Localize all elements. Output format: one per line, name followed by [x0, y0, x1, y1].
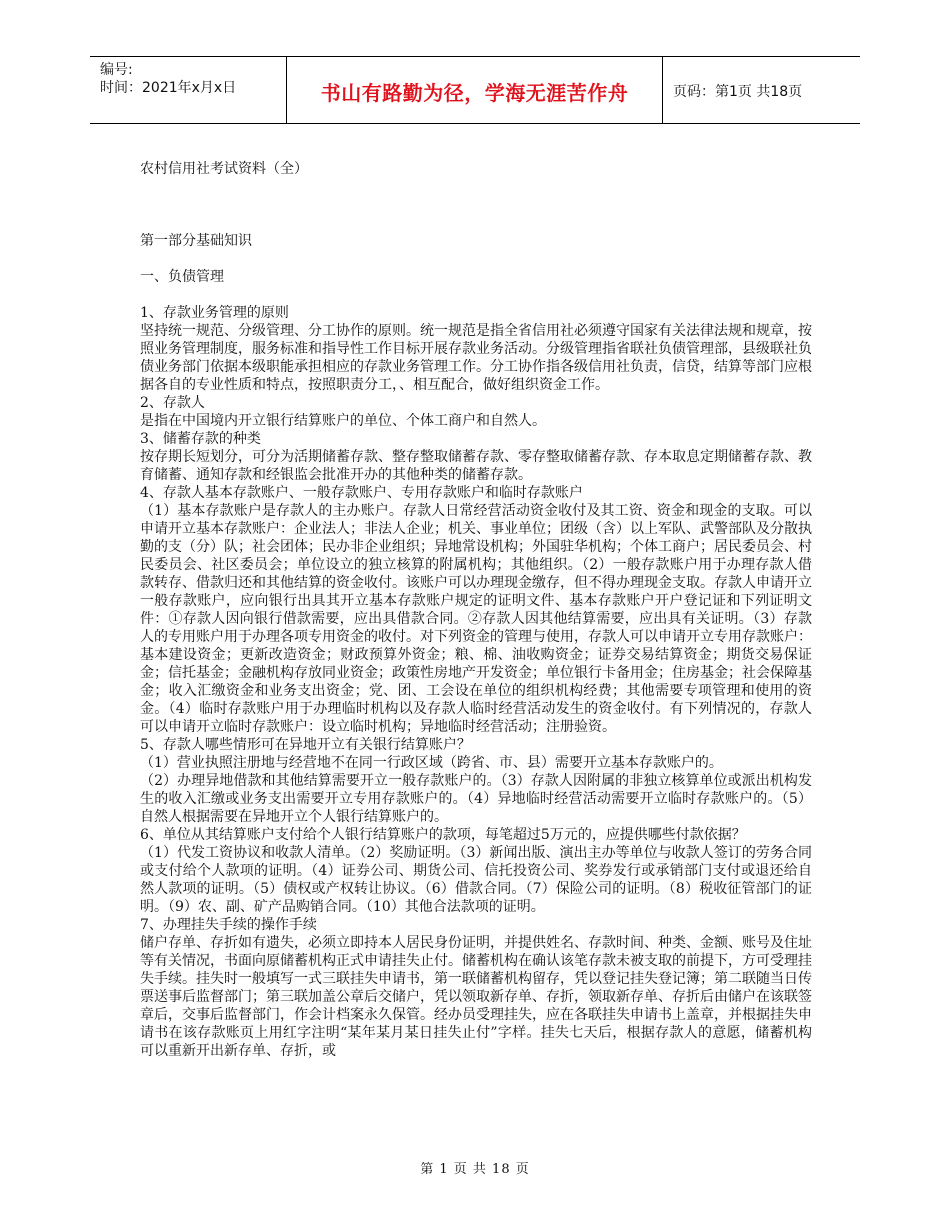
heading-1: 1、存款业务管理的原则 — [140, 305, 289, 321]
paragraph-6: （1）代发工资协议和收款人清单。（2）奖励证明。（3）新闻出版、演出主办等单位与收款人签订的劳务合同或支付给个人款项的证明。（4）证券公司、期货公司、信托投资公司、奖券发行或承销部门支付或退还给自然人款项的证明。（5）债权或产权转让协议。（6）借款合同。（7）保险公司的证明。（8）税收征管部门的证明。（9）农、副、矿产品购销合同。（10）其他合法款项的证明。 — [140, 845, 812, 915]
heading-4: 4、存款人基本存款账户、一般存款账户、专用存款账户和临时存款账户 — [140, 485, 583, 501]
paragraph-5b: （2）办理异地借款和其他结算需要开立一般存款账户的。（3）存款人因附属的非独立核算单位或派出机构发生的收入汇缴或业务支出需要开立专用存款账户的。（4）异地临时经营活动需要开立临时存款账户的。（5）自然人根据需要在异地开立个人银行结算账户的。 — [140, 773, 812, 825]
document-body — [140, 160, 812, 1060]
time-label: 时间：2021年x月x日 — [100, 80, 237, 96]
motto-text: 书山有路勤为径，学海无涯苦作舟 — [320, 81, 629, 105]
heading-7: 7、办理挂失手续的操作手续 — [140, 917, 317, 933]
heading-6: 6、单位从其结算账户支付给个人银行结算账户的款项，每笔超过5万元的，应提供哪些付款依据？ — [140, 827, 746, 843]
header-motto-cell — [287, 57, 663, 123]
page-footer: 第 1 页 共 18 页 — [420, 1162, 530, 1177]
serial-label: 编号: — [100, 62, 133, 78]
paragraph-3: 按存期长短划分，可分为活期储蓄存款、整存整取储蓄存款、零存整取储蓄存款、存本取息定期储蓄存款、教育储蓄、通知存款和经银监会批准开办的其他种类的储蓄存款。 — [140, 449, 812, 483]
section-title: 一、负债管理 — [140, 269, 224, 285]
heading-3: 3、储蓄存款的种类 — [140, 431, 261, 447]
paragraph-1: 坚持统一规范、分级管理、分工协作的原则。统一规范是指全省信用社必须遵守国家有关法律法规和规章，按照业务管理制度，服务标准和指导性工作目标开展存款业务活动。分级管理指省联社负债管理部，县级联社负债业务部门依据本级职能承担相应的存款业务管理工作。分工协作指各级信用社负责，信贷，结算等部门应根据各自的专业性质和特点，按照职责分工，、相互配合，做好组织资金工作。 — [140, 323, 812, 393]
part-title: 第一部分基础知识 — [140, 233, 252, 249]
header-page-cell — [663, 57, 860, 123]
document-title: 农村信用社考试资料（全） — [140, 161, 308, 177]
paragraph-4: （1）基本存款账户是存款人的主办账户。存款人日常经营活动资金收付及其工资、资金和现金的支取。可以申请开立基本存款账户：企业法人；非法人企业；机关、事业单位；团级（含）以上军队、武警部队及分散执勤的支（分）队；社会团体；民办非企业组织；异地常设机构；外国驻华机构；个体工商户；居民委员会、村民委员会、社区委员会；单位设立的独立核算的附属机构；其他组织。（2）一般存款账户用于办理存款人借款转存、借款归还和其他结算的资金收付。该账户可以办理现金缴存，但不得办理现金支取。存款人申请开立一般存款账户，应向银行出具其开立基本存款账户规定的证明文件、基本存款账户开户登记证和下列证明文件：①存款人因向银行借款需要，应出具借款合同。②存款人因其他结算需要，应出具有关证明。（3）存款人的专用账户用于办理各项专用资金的收付。对下列资金的管理与使用，存款人可以申请开立专用存款账户：基本建设资金；更新改造资金；财政预算外资金；粮、棉、油收购资金；证券交易结算资金；期货交易保证金；信托基金；金融机构存放同业资金；政策性房地产开发资金；单位银行卡备用金；住房基金；社会保障基金；收入汇缴资金和业务支出资金；党、团、工会设在单位的组织机构经费；其他需要专项管理和使用的资金。（4）临时存款账户用于办理临时机构以及存款人临时经营活动发生的资金收付。有下列情况的，存款人可以申请开立临时存款账户：设立临时机构；异地临时经营活动；注册验资。 — [140, 503, 812, 735]
page-info: 页码：第1页 共18页 — [673, 84, 803, 100]
heading-5: 5、存款人哪些情形可在异地开立有关银行结算账户？ — [140, 737, 471, 753]
heading-2: 2、存款人 — [140, 395, 205, 411]
paragraph-2: 是指在中国境内开立银行结算账户的单位、个体工商户和自然人。 — [140, 413, 546, 429]
document-header — [90, 56, 860, 124]
paragraph-5a: （1）营业执照注册地与经营地不在同一行政区域（跨省、市、县）需要开立基本存款账户的。 — [140, 755, 723, 771]
header-meta-cell — [90, 57, 287, 123]
paragraph-7: 储户存单、存折如有遗失，必须立即持本人居民身份证明，并提供姓名、存款时间、种类、金额、账号及住址等有关情况，书面向原储蓄机构正式申请挂失止付。储蓄机构在确认该笔存款未被支取的前提下，方可受理挂失手续。挂失时一般填写一式三联挂失申请书，第一联储蓄机构留存，凭以登记挂失登记簿；第二联随当日传票送事后监督部门；第三联加盖公章后交储户，凭以领取新存单、存折，领取新存单、存折后由储户在该联签章后，交事后监督部门，作会计档案永久保管。经办员受理挂失，应在各联挂失申请书上盖章，并根据挂失申请书在该存款账页上用红字注明“某年某月某日挂失止付”字样。挂失七天后，根据存款人的意愿，储蓄机构可以重新开出新存单、存折，或 — [140, 935, 812, 1059]
